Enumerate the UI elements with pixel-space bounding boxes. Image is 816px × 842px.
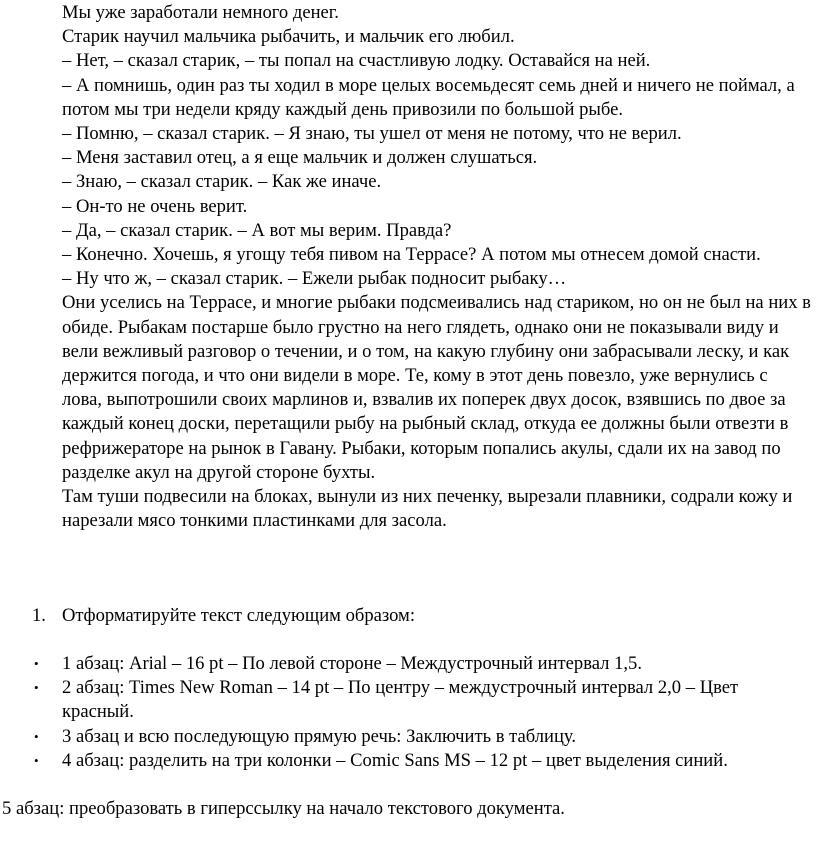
bullet-icon: • bbox=[34, 752, 39, 768]
instruction-text: 1 абзац: Arial – 16 pt – По левой стороне – Междустрочный интервал 1,5. bbox=[62, 653, 642, 674]
story-paragraph-3: – Нет, – сказал старик, – ты попал на счастливую лодку. Оставайся на ней. bbox=[62, 50, 651, 72]
final-instruction: 5 абзац: преобразовать в гиперссылку на начало текстового документа. bbox=[2, 798, 565, 819]
story-paragraph-8: – Он-то не очень верит. bbox=[62, 195, 248, 217]
story-paragraph-6: – Меня заставил отец, а я еще мальчик и должен слушаться. bbox=[62, 147, 538, 169]
instruction-list bbox=[0, 652, 816, 773]
instruction-text: 2 абзац: Times New Roman – 14 pt – По центру – междустрочный интервал 2,0 – Цвет красный. bbox=[62, 677, 739, 723]
bullet-icon: • bbox=[34, 656, 39, 671]
story-paragraph-13: Там туши подвесили на блоках, вынули из них печенку, вырезали плавники, содрали кожу и нарезали мясо тонкими пластинками для засола. bbox=[62, 486, 793, 532]
task-text: Отформатируйте текст следующим образом: bbox=[62, 605, 415, 626]
instruction-item bbox=[0, 749, 816, 773]
bullet-icon: • bbox=[34, 680, 39, 696]
story-paragraph-2: Старик научил мальчика рыбачить, и мальчик его любил. bbox=[62, 26, 515, 48]
story-paragraph-1: Мы уже заработали немного денег. bbox=[62, 2, 339, 23]
instruction-text: 4 абзац: разделить на три колонки – Comic Sans MS – 12 pt – цвет выделения синий. bbox=[62, 749, 728, 771]
instruction-item bbox=[0, 676, 816, 724]
story-paragraph-4: – А помнишь, один раз ты ходил в море целых восемьдесят семь дней и ничего не поймал, а потом мы три недели кряду каждый день привозили по большой рыбе. bbox=[62, 74, 795, 120]
instruction-item bbox=[0, 652, 816, 676]
bullet-icon: • bbox=[34, 728, 39, 744]
story-paragraph-5: – Помню, – сказал старик. – Я знаю, ты ушел от меня не потому, что не верил. bbox=[62, 123, 682, 145]
story-text bbox=[62, 1, 812, 533]
story-paragraph-9: – Да, – сказал старик. – А вот мы верим. Правда? bbox=[62, 219, 452, 241]
story-paragraph-7: – Знаю, – сказал старик. – Как же иначе. bbox=[62, 171, 382, 193]
story-paragraph-11: – Ну что ж, – сказал старик. – Ежели рыбак подносит рыбаку… bbox=[62, 268, 567, 290]
instruction-text: 3 абзац и всю последующую прямую речь: Заключить в таблицу. bbox=[62, 725, 577, 747]
story-paragraph-10: – Конечно. Хочешь, я угощу тебя пивом на Террасе? А потом мы отнесем домой снасти. bbox=[62, 244, 761, 266]
instruction-item bbox=[0, 725, 816, 749]
task-number: 1. bbox=[32, 605, 46, 626]
story-paragraph-12: Они уселись на Террасе, и многие рыбаки подсмеивались над стариком, но он не был на них в обиде. Рыбакам постарше было грустно на него глядеть, однако они не показывали виду и вели вежливый разговор о течении, и о том, на какую глубину они забрасывали леску, и как держится погода, и что они видели в море. Те, кому в этот день повезло, уже вернулись с лова, выпотрошили своих марлинов и, взвалив их поперек двух досок, взявшись по двое за каждый конец доски, перетащили рыбу на рыбный склад, откуда ее должны были отвезти в рефрижераторе на рынок в Гавану. Рыбаки, которым попались акулы, сдали их на завод по разделке акул на другой стороне бухты. bbox=[62, 292, 811, 483]
